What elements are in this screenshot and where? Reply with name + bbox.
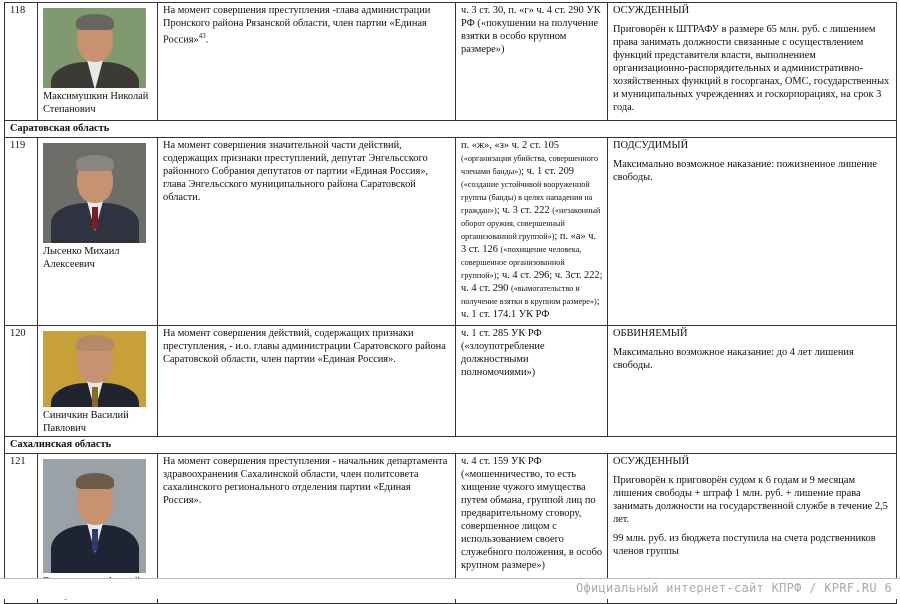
region-heading: Сахалинская область bbox=[5, 437, 897, 454]
person-cell bbox=[38, 138, 158, 326]
page-number: 6 bbox=[884, 581, 892, 595]
status-label: ПОДСУДИМЫЙ bbox=[613, 140, 689, 151]
portrait-photo bbox=[43, 143, 146, 243]
table-row bbox=[5, 138, 897, 326]
region-heading: Саратовская область bbox=[5, 121, 897, 138]
charge-description: («похищение человека, совершенное организованной группой») bbox=[461, 245, 582, 280]
footer-watermark: Официальный интернет-сайт КПРФ / KPRF.RU 6 bbox=[575, 581, 892, 595]
verdict-text: Максимально возможное наказание: до 4 лет лишения свободы. bbox=[613, 347, 854, 371]
footnote-ref[interactable]: 43 bbox=[198, 32, 206, 40]
person-name: Максимушкин Николай Степанович bbox=[43, 91, 149, 115]
charge-article: ; ч. 4 ст. 296; ч. 3ст. 222; ч. 4 ст. 290 bbox=[461, 270, 603, 294]
person-cell bbox=[38, 326, 158, 437]
status-label: ОСУЖДЕННЫЙ bbox=[613, 5, 690, 16]
page-footer bbox=[0, 578, 900, 599]
position-cell: На момент совершения значительной части действий, содержащих признаки преступлений, депутат Энгельсского районного Собрания депутатов от партии «Единая Россия», глава Энгельсского муниципального района Саратовской области. bbox=[158, 138, 456, 326]
verdict-cell bbox=[608, 138, 897, 326]
charges-cell: ч. 4 ст. 159 УК РФ («мошенничество, то есть хищение чужого имущества путем обмана, группой лиц по предварительному сговору, совершенное лицом с использованием своего служебного положения, в особо крупном размере») bbox=[456, 454, 608, 604]
person-name: Синичкин Василий Павлович bbox=[43, 410, 129, 434]
position-cell: На момент совершения действий, содержащих признаки преступления, - и.о. главы администрации Саратовского района Саратовской области, член партии «Единая Россия». bbox=[158, 326, 456, 437]
row-number: 119 bbox=[5, 138, 38, 326]
verdict-text: Приговорён к ШТРАФУ в размере 65 млн. руб. с лишением права занимать должности связанные с осуществлением функций представителя власти, выполнением организационно-распорядительных и административно-хозяйственных функций в госорганах, ОМС, государственных и муниципальных учреждениях и госкорпорациях, на срок 3 года. bbox=[613, 24, 890, 113]
charge-article: ; ч. 1 ст. 209 bbox=[521, 166, 574, 177]
row-number: 120 bbox=[5, 326, 38, 437]
portrait-photo bbox=[43, 8, 146, 88]
portrait-photo bbox=[43, 331, 146, 407]
row-number: 118 bbox=[5, 3, 38, 121]
charge-article: ; п. «а» ч. 3 ст. 126 bbox=[461, 231, 597, 255]
status-label: ОБВИНЯЕМЫЙ bbox=[613, 328, 688, 339]
position-cell: На момент совершения преступления - начальник департамента здравоохранения Сахалинской области, член политсовета сахалинского регионального отделения партии «Единая Россия». bbox=[158, 454, 456, 604]
table-row bbox=[5, 3, 897, 121]
charges-cell bbox=[456, 138, 608, 326]
portrait-photo bbox=[43, 459, 146, 573]
charge-article: ; ч. 1 ст. 174.1 УК РФ bbox=[461, 296, 600, 320]
region-row bbox=[5, 437, 897, 454]
charge-article: ; ч. 3 ст. 222 bbox=[496, 205, 553, 216]
person-cell bbox=[38, 3, 158, 121]
verdict-text: Максимально возможное наказание: пожизненное лишение свободы. bbox=[613, 159, 877, 183]
verdict-note: 99 млн. руб. из бюджета поступила на счета родственников членов группы bbox=[613, 533, 876, 557]
charges-cell: ч. 1 ст. 285 УК РФ («злоупотребление должностными полномочиями») bbox=[456, 326, 608, 437]
verdict-cell bbox=[608, 326, 897, 437]
table-row bbox=[5, 326, 897, 437]
person-name: Лысенко Михаил Алексеевич bbox=[43, 246, 120, 270]
charge-description: («организация убийства, совершенного членами банды») bbox=[461, 154, 599, 176]
status-label: ОСУЖДЕННЫЙ bbox=[613, 456, 690, 467]
position-cell: На момент совершения преступления -глава администрации Пронского района Рязанской области, член партии «Единая Россия»$^{43}$. bbox=[158, 3, 456, 121]
charge-article: п. «ж», «з» ч. 2 ст. 105 bbox=[461, 140, 559, 151]
charge-description: («создание устойчивой вооруженной группы (банды) в целях нападения на граждан») bbox=[461, 180, 593, 215]
charges-cell: ч. 3 ст. 30, п. «г» ч. 4 ст. 290 УК РФ («покушении на получение взятки в особо крупном размере») bbox=[456, 3, 608, 121]
charge-description: («вымогательство и получение взятки в крупном размере») bbox=[461, 284, 597, 306]
criminal-records-table bbox=[4, 2, 897, 604]
row-number: 121 bbox=[5, 454, 38, 604]
region-row bbox=[5, 121, 897, 138]
verdict-text: Приговорён к приговорён судом к 6 годам и 9 месяцам лишения свободы + штраф 1 млн. руб. + лишение права занимать должности на государственной службе в течение 2,5 лет. bbox=[613, 475, 888, 525]
verdict-cell bbox=[608, 3, 897, 121]
charge-description: («незаконный оборот оружия, совершенный организованной группой») bbox=[461, 206, 601, 241]
